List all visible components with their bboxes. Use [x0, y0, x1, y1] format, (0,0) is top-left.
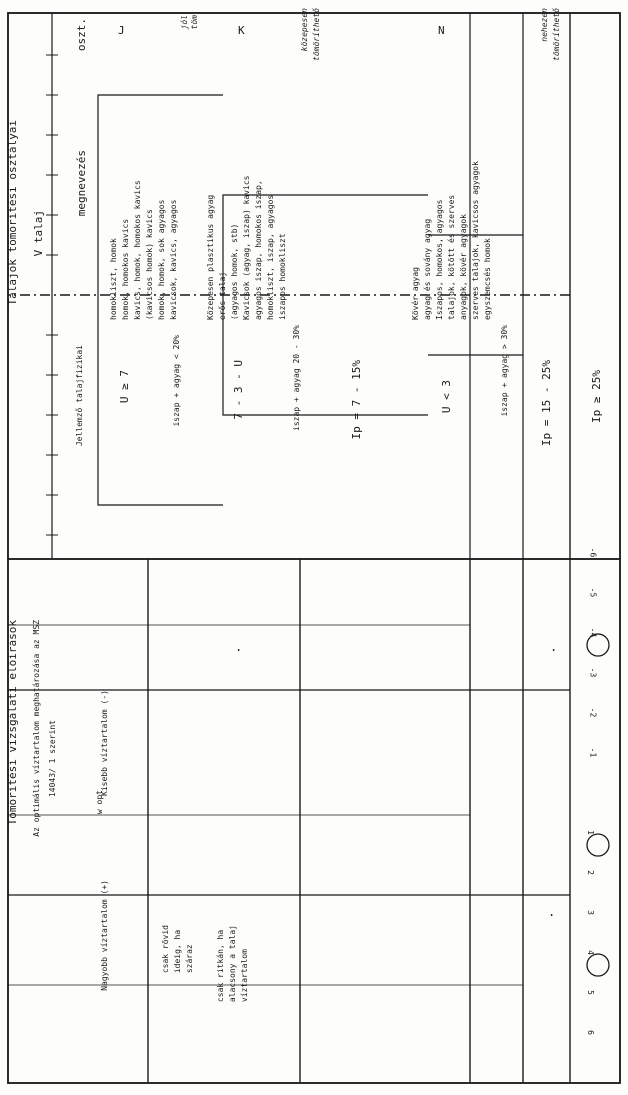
class-K-value2: iszap + agyag 20 - 30%: [292, 325, 301, 431]
class-N-letter: N: [438, 24, 445, 37]
class-K-title2: tömöríthető: [312, 8, 321, 61]
title-right: Tömörítési vizsgálati előírások: [6, 620, 19, 826]
class-J-letter: J: [118, 24, 125, 37]
class-N-value4: U < 3: [440, 380, 453, 414]
class-J-materials: homokliszt, homok homok, homokos kavics kavics, homok, homokos kavics (kavicsos homok) kavics homok, homok, sok agyagos kavicsok, kavics, agyagos: [109, 180, 178, 320]
dot-marker-1: .: [550, 640, 558, 654]
main-group-title: V talaj: [32, 210, 45, 257]
class-J-value1: U ≥ 7: [118, 370, 131, 404]
col-right-title: Nagyobb víztartalom (+): [100, 880, 109, 991]
header-megnevezes: megnevezés: [75, 150, 88, 217]
title-left: Talajok tömörítési osztályai: [6, 120, 19, 306]
class-J-title1: jól: [180, 15, 189, 30]
class-K-materials: Közepesen plasztikus agyag erős talaj (agyagos homok, stb) Kavicsok (agyag, iszap) kavics agyagos iszap, homokos iszap, homokliszt, iszap, agyagos iszapos homokliszt: [206, 175, 287, 320]
class-K-letter: K: [238, 24, 245, 37]
note-block: csak ritkán, ha alacsony a talaj víztartalom: [216, 925, 249, 1003]
class-N-title2: tömöríthető: [552, 8, 561, 61]
dot-marker-3: .: [235, 640, 243, 654]
class-K-value3: Ip = 7 - 15%: [350, 360, 363, 440]
class-N-value1: Ip ≥ 25%: [590, 370, 603, 423]
class-N-value3: iszap + agyag > 30%: [500, 325, 509, 417]
header-jellemzo: Jellemző talajfizikai: [75, 345, 84, 447]
note2-block: csak rövid ideig, ha száraz: [161, 925, 194, 974]
scale-labels: -6 -5 -4 -3 -2 -1 1 2 3 4 5 6: [585, 547, 598, 1035]
class-J-value2: iszap + agyag < 20%: [172, 335, 181, 427]
dot-marker-2: .: [548, 905, 556, 919]
class-N-title1: nehezen: [540, 8, 549, 42]
class-N-value2: Ip = 15 - 25%: [540, 360, 553, 447]
class-K-title1: közepesen: [300, 8, 309, 52]
col-mid-label: w opt: [95, 790, 104, 815]
header-oszt: oszt.: [75, 18, 88, 52]
right-header-line1: Az optimális víztartalom meghatározása az MSZ: [32, 620, 41, 837]
col-left-title: Kisebb víztartalom (-): [100, 690, 109, 796]
class-J-title2: töm: [190, 15, 199, 30]
right-header-line2: 14043/ 1 szerint: [48, 720, 57, 798]
class-K-value1: 7 - 3 - U: [232, 360, 245, 420]
class-N-materials: Kövér agyag agyag és sovány agyag Iszapos, homokos, agyagos talajok, kötött és szerves anyagok, kövér agyagok szerves talajok, kavicsos agyagok egyszemcsés homok: [411, 161, 492, 320]
